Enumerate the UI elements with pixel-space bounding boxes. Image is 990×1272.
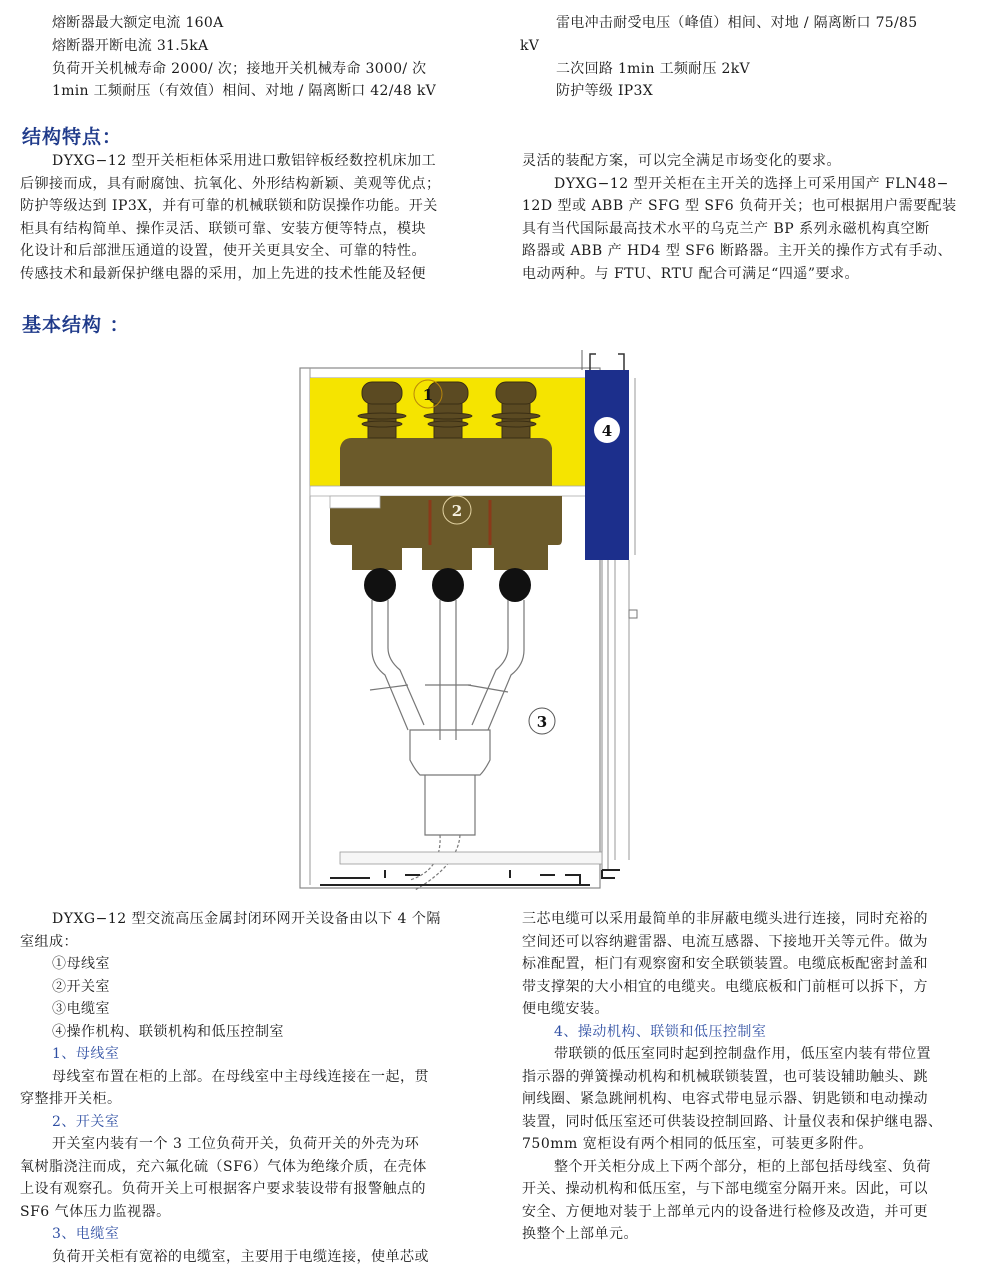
section-title-features: 结构特点：: [22, 126, 123, 148]
text-line: 便电缆安装。: [522, 1001, 609, 1017]
text-line: 化设计和后部泄压通道的设置，使开关更具安全、可靠的特性。: [20, 243, 426, 259]
body-left-column: [20, 908, 441, 1268]
spec-lightning-impulse: 雷电冲击耐受电压（峰值）相间、对地 / 隔离断口 75/85: [556, 15, 918, 31]
subheading-control: 4、操动机构、联锁和低压控制室: [554, 1023, 767, 1040]
text-line: 整个开关柜分成上下两个部分，柜的上部包括母线室、负荷: [554, 1158, 931, 1175]
text-line: 12D 型或 ABB 产 SFG 型 SF6 负荷开关；也可根据用户需要配装: [522, 198, 957, 214]
list-item-busbar: ①母线室: [52, 956, 110, 972]
text-line: 母线室布置在柜的上部。在母线室中主母线连接在一起，贯: [52, 1068, 429, 1085]
body-right-column: [522, 908, 943, 1246]
label-1: 1: [422, 386, 434, 404]
text-line: 具有当代国际最高技术水平的乌克兰产 BP 系列永磁机构真空断: [522, 220, 930, 237]
text-line: 空间还可以容纳避雷器、电流互感器、下接地开关等元件。做为: [522, 933, 928, 950]
switchgear-cross-section-icon: [290, 330, 650, 890]
text-line: 负荷开关柜有宽裕的电缆室，主要用于电缆连接，使单芯或: [52, 1248, 429, 1265]
label-2: 2: [451, 502, 463, 520]
text-line: 上设有观察孔。负荷开关上可根据客户要求装设带有报警触点的: [20, 1181, 426, 1197]
spec-fuse-rated-current: 熔断器最大额定电流 160A: [52, 15, 224, 31]
text-line: 安全、方便地对装于上部单元内的设备进行检修及改造，并可更: [522, 1203, 928, 1220]
list-item-cable: ③电缆室: [52, 1001, 110, 1017]
text-line: 路器或 ABB 产 HD4 型 SF6 断路器。主开关的操作方式有手动、: [522, 243, 952, 259]
spec-lightning-impulse-unit: kV: [520, 38, 540, 54]
text-line: 穿整排开关柜。: [20, 1091, 122, 1107]
text-line: 开关室内装有一个 3 工位负荷开关，负荷开关的外壳为环: [52, 1136, 420, 1152]
text-line: 电动两种。与 FTU、RTU 配合可满足“四遥”要求。: [522, 265, 859, 282]
subheading-switch: 2、开关室: [52, 1113, 120, 1130]
subheading-cable: 3、电缆室: [52, 1226, 120, 1242]
text-line: 标准配置，柜门有观察窗和安全联锁装置。电缆底板配密封盖和: [522, 956, 928, 972]
text-line: DYXG−12 型开关柜柜体采用进口敷铝锌板经数控机床加工: [52, 153, 437, 169]
features-left-paragraph: [20, 150, 441, 285]
text-line: 后铆接而成，具有耐腐蚀、抗氧化、外形结构新颖、美观等优点；: [20, 175, 441, 192]
text-line: 室组成：: [20, 933, 78, 950]
label-4: 4: [601, 422, 613, 440]
text-line: 传感技术和最新保护继电器的采用，加上先进的技术性能及轻便: [20, 265, 426, 282]
text-line: 防护等级达到 IP3X，并有可靠的机械联锁和防误操作功能。开关: [20, 198, 438, 214]
text-line: SF6 气体压力监视器。: [20, 1203, 171, 1220]
text-line: 带联锁的低压室同时起到控制盘作用，低压室内装有带位置: [554, 1046, 931, 1062]
text-line: DYXG−12 型开关柜在主开关的选择上可采用国产 FLN48−: [554, 175, 949, 192]
spec-fuse-breaking-current: 熔断器开断电流 31.5kA: [52, 38, 209, 54]
list-item-control: ④操作机构、联锁机构和低压控制室: [52, 1023, 284, 1040]
section-title-structure: 基本结构 ：: [22, 314, 130, 336]
text-line: 带支撑架的大小相宜的电缆夹。电缆底板和门前框可以拆下，方: [522, 978, 928, 995]
text-line: 氧树脂浇注而成，充六氟化硫（SF6）气体为绝缘介质，在壳体: [20, 1158, 427, 1175]
text-line: 装置，同时低压室还可供装设控制回路、计量仪表和保护继电器、: [522, 1113, 943, 1130]
features-right-paragraph: [522, 150, 957, 285]
text-line: 换整个上部单元。: [522, 1226, 638, 1242]
text-line: 指示器的弹簧操动机构和机械联锁装置，也可装设辅助触头、跳: [522, 1068, 928, 1085]
spec-power-frequency-withstand: 1min 工频耐压（有效值）相间、对地 / 隔离断口 42/48 kV: [52, 83, 437, 99]
text-line: DYXG−12 型交流高压金属封闭环网开关设备由以下 4 个隔: [52, 911, 441, 927]
text-line: 灵活的装配方案，可以完全满足市场变化的要求。: [522, 153, 841, 169]
spec-mechanical-life: 负荷开关机械寿命 2000/ 次；接地开关机械寿命 3000/ 次: [52, 61, 427, 77]
list-item-switch: ②开关室: [52, 978, 110, 995]
text-line: 750mm 宽柜设有两个相同的低压室，可装更多附件。: [522, 1136, 873, 1152]
text-line: 开关、操动机构和低压室，与下部电缆室分隔开来。因此，可以: [522, 1181, 928, 1197]
label-3: 3: [536, 713, 548, 731]
text-line: 闸线圈、紧急跳闸机构、电容式带电显示器、钥匙锁和电动操动: [522, 1091, 928, 1107]
subheading-busbar: 1、母线室: [52, 1046, 120, 1062]
spec-secondary-withstand: 二次回路 1min 工频耐压 2kV: [556, 61, 750, 77]
text-line: 三芯电缆可以采用最简单的非屏蔽电缆头进行连接，同时充裕的: [522, 911, 928, 927]
switchgear-diagram: [290, 330, 650, 890]
text-line: 柜具有结构简单、操作灵活、联锁可靠、安装方便等特点，模块: [20, 220, 426, 237]
spec-protection-class: 防护等级 IP3X: [556, 83, 653, 99]
